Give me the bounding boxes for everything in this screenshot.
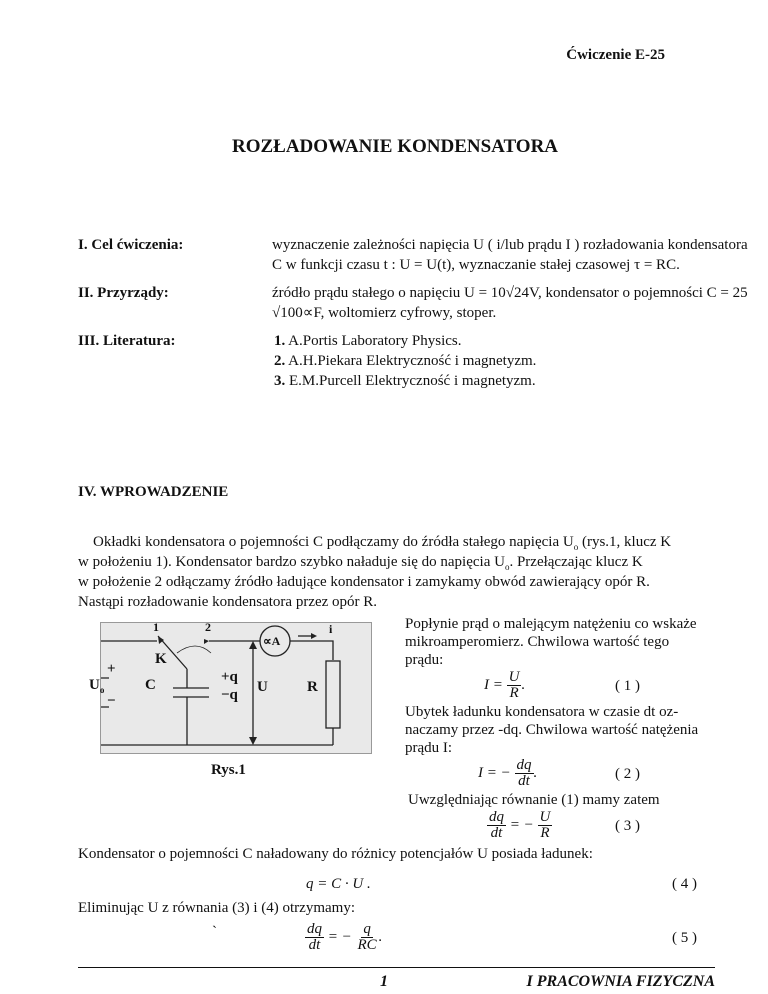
item-text: A.H.Piekara Elektryczność i magnetyzm. [285,353,537,369]
intro-line: Nastąpi rozładowanie kondensatora przez opór R. [78,594,378,610]
literature-item [274,331,462,351]
equation-1: I = $\frac{U}{R}$ . [484,669,526,701]
current-label: i [329,622,333,636]
footer-lab-name: I PRACOWNIA FIZYCZNA [526,973,715,990]
source-label: $U_o$ [89,677,105,695]
intro-line: Okładki kondensatora o pojemności C podłączamy do źródła stałego napięcia $U_o$ (rys.1, klucz K [93,534,672,552]
figure-caption: Rys.1 [211,762,246,778]
przyrzady-line: √100∝F, woltomierz cyfrowy, stoper. [272,305,497,321]
equation-4: q = C · U . [306,876,371,892]
text-line: mikroamperomierz. Chwilowa wartość tego [405,634,670,650]
switch-position-2-label: 2 [205,620,211,634]
literature-item [274,371,536,391]
text-line: Ubytek ładunku kondensatora w czasie dt oz- [405,704,679,720]
intro-line: w położenie 2 odłączamy źródło ładujące kondensator i zamykamy obwód zawierający opór R. [78,574,650,590]
item-text: E.M.Purcell Elektryczność i magnetyzm. [285,373,536,389]
section-label-przyrzady: II. Przyrządy: [78,285,169,301]
voltage-label: U [257,679,268,695]
equation-number: ( 4 ) [672,876,697,892]
item-text: A.Portis Laboratory Physics. [285,333,462,349]
item-number: 1. [274,333,286,349]
cel-line: C w funkcji czasu t : U = U(t), wyznaczanie stałej czasowej τ = RC. [272,257,680,273]
plus-terminal: + [107,661,116,677]
text-line: prądu I: [405,740,453,756]
minus-terminal: − [107,693,116,709]
text-line: Kondensator o pojemności C naładowany do różnicy potencjałów U posiada ładunek: [78,846,593,862]
przyrzady-line: źródło prądu stałego o napięciu U = 10√24V, kondensator o pojemności C = 25 [272,285,748,301]
capacitor-label: C [145,677,156,693]
text-line: Uwzględniając równanie (1) mamy zatem [408,792,660,808]
section-label-wprowadzenie: IV. WPROWADZENIE [78,484,229,500]
item-number: 3. [274,373,286,389]
equation-number: ( 5 ) [672,930,697,946]
charge-minus-label: −q [221,687,238,703]
equation-2: I = − $\frac{dq}{dt}$ . [478,757,538,789]
equation-number: ( 3 ) [615,818,640,834]
text-line: Popłynie prąd o malejącym natężeniu co wskaże [405,616,697,632]
circuit-diagram [89,620,372,754]
page-title: ROZŁADOWANIE KONDENSATORA [231,136,559,157]
footer-rule [78,967,715,968]
intro-line: w położeniu 1). Kondensator bardzo szybko naładuje się do napięcia $U_o$. Przełączając klucz K [78,554,643,572]
literature-item [274,351,536,371]
stray-mark: ` [212,924,217,940]
cel-line: wyznaczenie zależności napięcia U ( i/lub prądu I ) rozładowania kondensatora [272,237,748,253]
equation-3: $\frac{dq}{dt}$ = − $\frac{U}{R}$ [489,809,551,841]
charge-plus-label: +q [221,669,238,685]
equation-number: ( 1 ) [615,678,640,694]
item-number: 2. [274,353,286,369]
equation-number: ( 2 ) [615,766,640,782]
switch-position-1-label: 1 [153,620,159,634]
text-line: naczamy przez -dq. Chwilowa wartość natężenia [405,722,699,738]
ammeter-label: ∝A [263,634,281,648]
text-line: prądu: [405,652,444,668]
page-number: 1 [380,973,388,990]
resistor-label: R [307,679,318,695]
equation-5: $\frac{dq}{dt}$ = − $\frac{q}{RC}$ . [307,921,383,953]
text-line: Eliminując U z równania (3) i (4) otrzymamy: [78,900,355,916]
section-label-literatura: III. Literatura: [78,333,176,349]
exercise-number: Ćwiczenie E-25 [566,47,665,63]
switch-label: K [155,651,167,667]
section-label-cel: I. Cel ćwiczenia: [78,237,184,253]
